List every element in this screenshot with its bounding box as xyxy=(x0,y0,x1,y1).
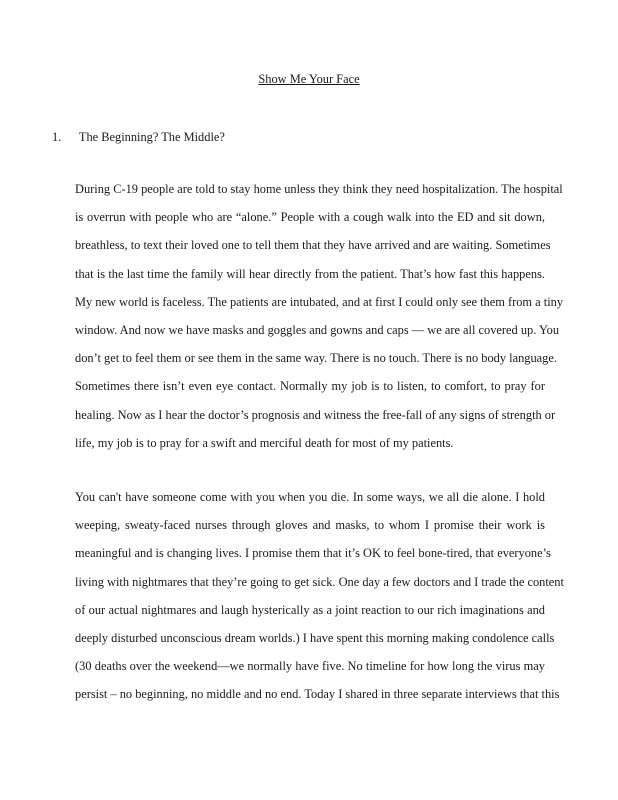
paragraph-line: (30 deaths over the weekend—we normally have five. No timeline for how long the virus may xyxy=(75,659,545,674)
paragraph-line: During C-19 people are told to stay home unless they think they need hospitalization. The hospital xyxy=(75,182,563,196)
section-number: 1. xyxy=(52,130,62,144)
section-heading xyxy=(52,130,225,145)
paragraph-line: weeping, sweaty-faced nurses through gloves and masks, to whom I promise their work is xyxy=(75,518,545,533)
paragraph-1 xyxy=(75,175,564,457)
paragraph-line: don’t get to feel them or see them in the same way. There is no touch. There is no body language. xyxy=(75,351,557,366)
document-title: Show Me Your Face xyxy=(258,72,360,86)
paragraph-line: is overrun with people who are “alone.” People with a cough walk into the ED and sit down, xyxy=(75,210,545,225)
paragraph-line: Sometimes there isn’t even eye contact. Normally my job is to listen, to comfort, to pray for xyxy=(75,379,545,394)
paragraph-line: that is the last time the family will hear directly from the patient. That’s how fast this happens. xyxy=(75,266,545,281)
paragraph-line: meaningful and is changing lives. I promise them that it’s OK to feel bone-tired, that everyone’s xyxy=(75,546,551,561)
paragraph-2 xyxy=(75,483,564,709)
paragraph-line: You can't have someone come with you when you die. In some ways, we all die alone. I hold xyxy=(75,490,545,504)
paragraph-line: window. And now we have masks and goggles and gowns and caps — we are all covered up. You xyxy=(75,322,560,337)
paragraph-line: deeply disturbed unconscious dream worlds.) I have spent this morning making condolence calls xyxy=(75,630,555,645)
paragraph-line: living with nightmares that they’re going to get sick. One day a few doctors and I trade the content xyxy=(75,574,564,589)
paragraph-line: persist – no beginning, no middle and no end. Today I shared in three separate interviews that this xyxy=(75,687,560,702)
paragraph-line: of our actual nightmares and laugh hysterically as a joint reaction to our rich imaginations and xyxy=(75,602,545,617)
paragraph-line: breathless, to text their loved one to tell them that they have arrived and are waiting. Sometimes xyxy=(75,238,551,253)
section-heading-text: The Beginning? The Middle? xyxy=(78,130,225,144)
paragraph-line: life, my job is to pray for a swift and merciful death for most of my patients. xyxy=(75,435,454,450)
paragraph-line: My new world is faceless. The patients are intubated, and at first I could only see them from a tiny xyxy=(75,294,564,309)
paragraph-line: healing. Now as I hear the doctor’s prognosis and witness the free-fall of any signs of strength or xyxy=(75,407,556,422)
